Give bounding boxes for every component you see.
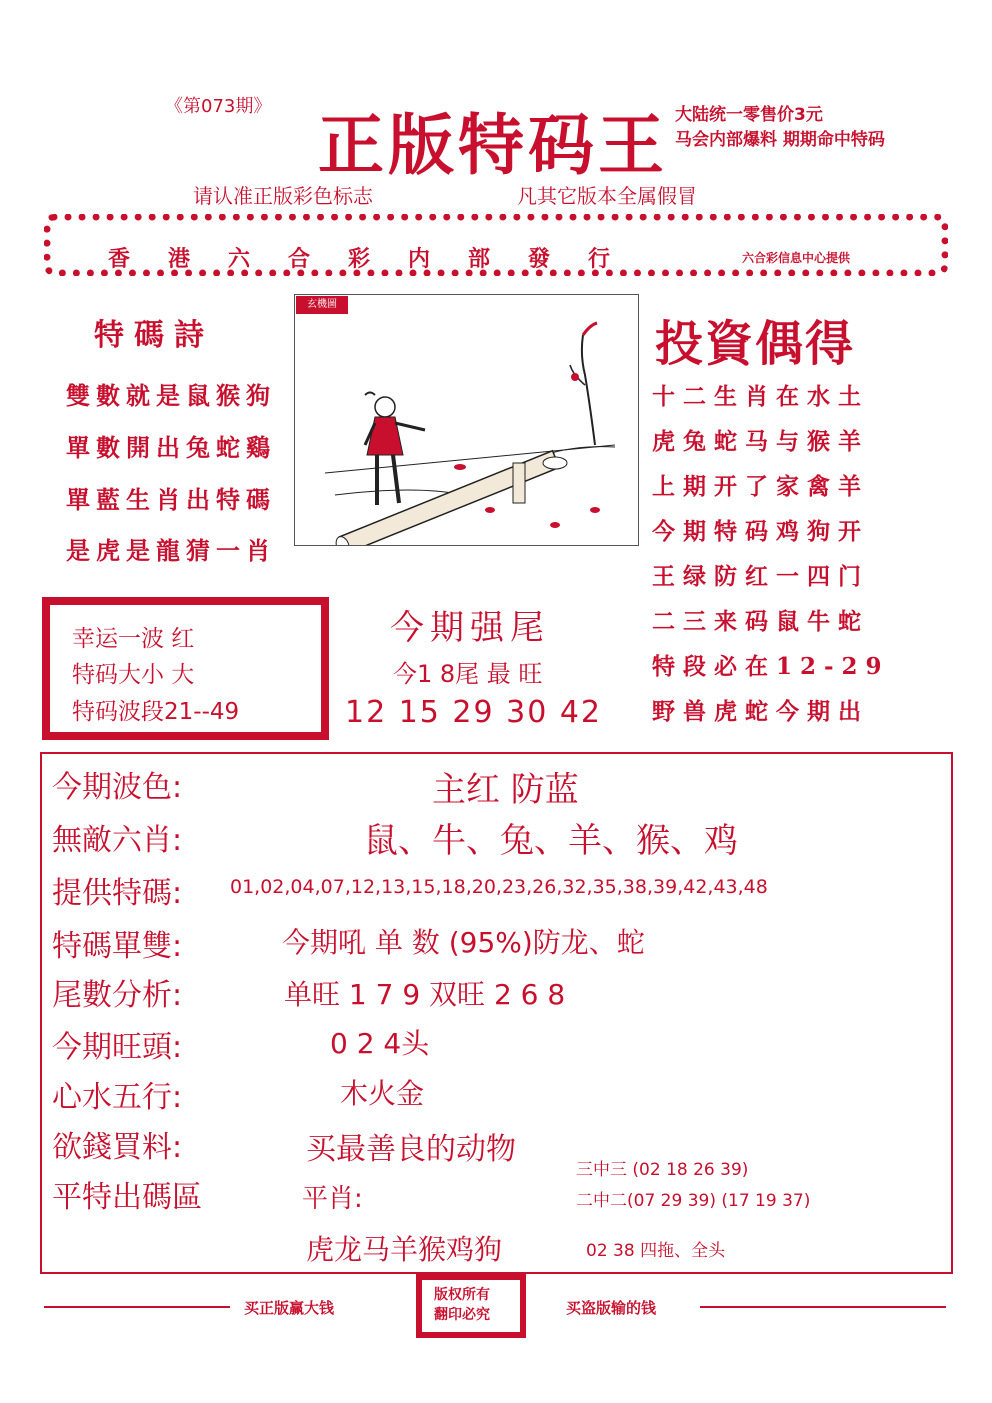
row-value: 01,02,04,07,12,13,15,18,20,23,26,32,35,38,39,42,43,48: [230, 876, 768, 898]
row-label: 今期波色:: [52, 770, 183, 805]
tail-title: 今期强尾: [390, 608, 550, 648]
row-value: 平肖:: [302, 1184, 363, 1214]
page-title: 正版特码王: [318, 106, 668, 184]
footer-right: 买盗版输的钱: [566, 1299, 657, 1317]
poem-line: 雙數就是鼠猴狗: [66, 381, 276, 410]
row-label: 提供特碼:: [52, 876, 183, 911]
row-value: 单旺 1 7 9 双旺 2 6 8: [284, 978, 566, 1011]
invest-line: 十二生肖在水土: [652, 383, 869, 410]
row-label: 今期旺頭:: [52, 1030, 183, 1065]
row-label: 平特出碼區: [52, 1180, 202, 1215]
tagline: 马会内部爆料 期期命中特码: [675, 130, 885, 150]
row-label: 欲錢買料:: [52, 1130, 183, 1165]
three-hit: 三中三 (02 18 26 39): [576, 1160, 749, 1180]
invest-line: 今期特码鸡狗开: [652, 518, 869, 545]
issuer-text: 香港六合彩内部發行: [108, 246, 649, 272]
divider: [700, 1306, 946, 1308]
row-value: 0 2 4头: [330, 1027, 430, 1060]
invest-line: 野兽虎蛇今期出: [652, 698, 869, 725]
invest-line: 二三来码鼠牛蛇: [652, 608, 869, 635]
issuer-source: 六合彩信息中心提供: [742, 251, 851, 265]
issue-number: 《第073期》: [165, 96, 272, 117]
row-value: 木火金: [340, 1077, 425, 1110]
poem-line: 是虎是龍猜一肖: [66, 536, 276, 565]
invest-line: 王绿防红一四门: [652, 563, 869, 590]
fourth-tip: 02 38 四拖、全头: [586, 1241, 726, 1261]
picture-illustration: [295, 295, 638, 545]
lucky-wave: 幸运一波 红: [72, 626, 195, 652]
invest-line: 特段必在12-29: [652, 653, 890, 680]
tail-subtitle: 今1 8尾 最 旺: [393, 660, 543, 688]
lucky-size: 特码大小 大: [72, 662, 195, 688]
price-line: 大陆统一零售价3元: [675, 105, 823, 125]
lucky-range: 特码波段21--49: [72, 699, 240, 725]
invest-line: 虎兔蛇马与猴羊: [652, 428, 869, 455]
row-value: 买最善良的动物: [306, 1132, 516, 1167]
footer-left: 买正版赢大钱: [244, 1299, 335, 1317]
copyright-line: 版权所有: [434, 1287, 490, 1303]
divider: [44, 1306, 230, 1308]
row-label: 無敵六肖:: [52, 823, 183, 858]
two-hit: 二中二(07 29 39) (17 19 37): [576, 1191, 811, 1211]
row-label: 尾數分析:: [52, 978, 183, 1013]
poem-line: 單數開出兔蛇鷄: [66, 433, 276, 462]
row-value: 今期吼 单 数 (95%)防龙、蛇: [282, 926, 645, 959]
poem-title: 特碼詩: [94, 318, 214, 353]
tail-numbers: 12 15 29 30 42: [345, 695, 603, 730]
zodiac-list: 虎龙马羊猴鸡狗: [306, 1233, 503, 1266]
poem-line: 單藍生肖出特碼: [66, 485, 276, 514]
row-value: 鼠、牛、兔、羊、猴、鸡: [364, 821, 738, 861]
invest-line: 上期开了家禽羊: [652, 473, 869, 500]
copyright-line: 翻印必究: [434, 1307, 490, 1323]
riddle-picture: [294, 294, 639, 546]
fake-notice: 凡其它版本全属假冒: [517, 184, 697, 208]
picture-label: 玄機圖: [296, 296, 348, 314]
row-value: 主红 防蓝: [432, 770, 579, 810]
row-label: 特碼單雙:: [52, 929, 183, 964]
row-label: 心水五行:: [52, 1080, 183, 1115]
authentic-notice: 请认准正版彩色标志: [193, 184, 373, 208]
invest-title: 投資偶得: [655, 316, 856, 372]
